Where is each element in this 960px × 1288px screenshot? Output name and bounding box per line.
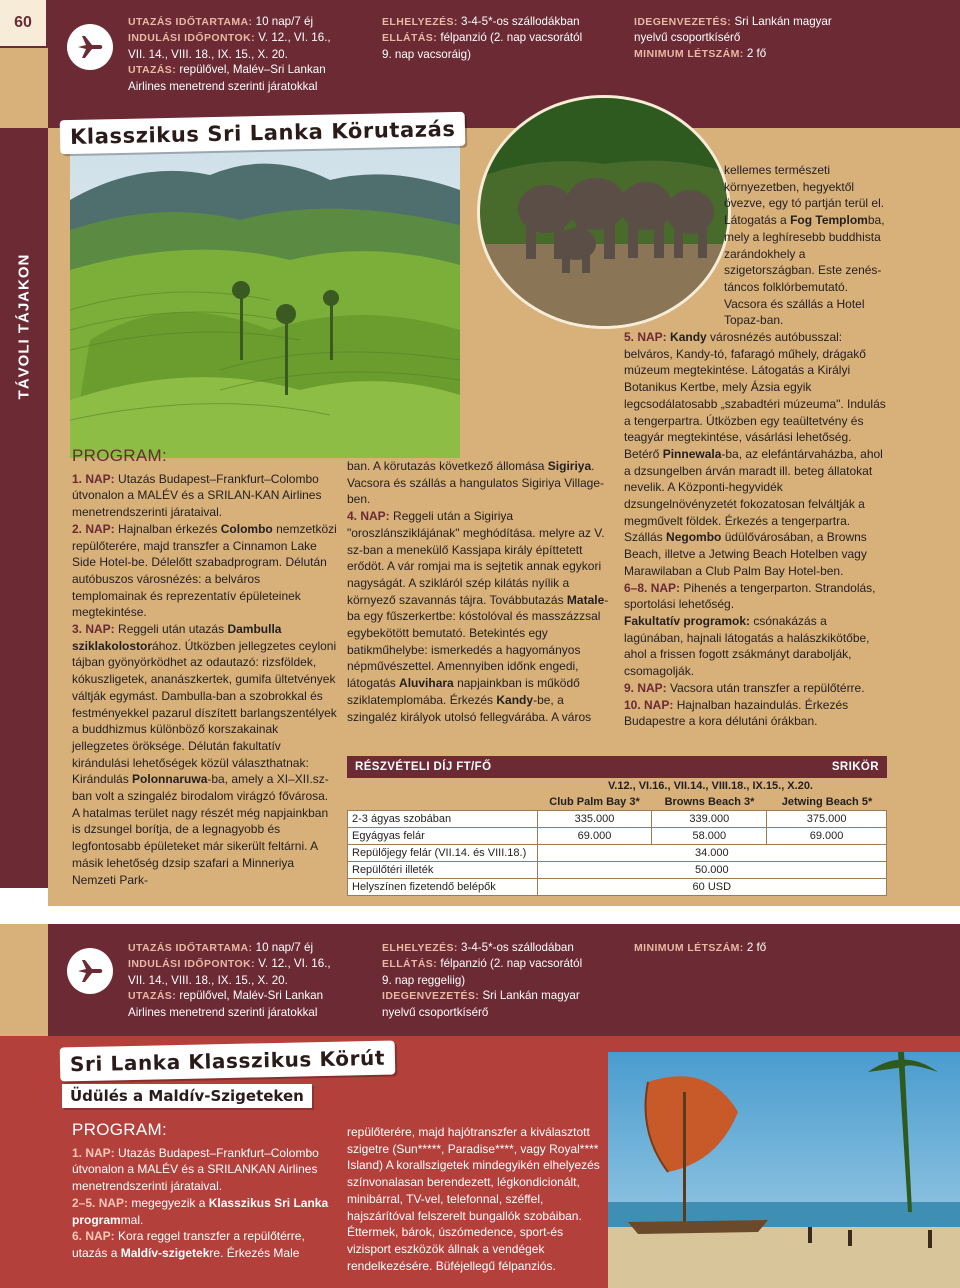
tour2-title-bar [60,1040,396,1081]
price-table [347,756,887,896]
tour1-program-col2: ban. A körutazás következő állomása Sigiriya. Vacsora és szállás a hangulatos Sigiriya Village-ben. 4. NAP: Reggeli után a Sigiriya "oroszlánsziklájának" meghódítása. melyre az V. sz-ban a menekülő Kassjapa király építtetett erődöt. A vár romjai ma is sejtetik annak egykori nagyságát. A szikláról szép kilátás nyílik a környező szavannás tájra. Továbbutazás Matale-ba egy fűszerkertbe: kóstolóval és masszázzsal egybekötött bemutató. Betekintés egy batikműhelybe: ismerkedés a hagyományos népművészettel. Amennyiben időnk engedi, látogatás Aluvihara napjainkban is működő sziklatemplomába. Érkezés Kandy-be, a szingaléz királyok utolsó fellegvárába. A város [347,459,609,724]
price-dates: V.12., VI.16., VII.14., VIII.18., IX.15., X.20. [607,780,813,792]
program-heading: PROGRAM: [72,446,167,465]
table-row: Helyszínen fizetendő belépők 60 USD [348,879,887,896]
table-row: Egyágyas felár 69.000 58.000 69.000 [348,828,887,845]
tour2-title: Sri Lanka Klasszikus Körút [69,1045,386,1077]
price-table-header: RÉSZVÉTELI DÍJ FT/FŐ SRIKÖR [347,756,887,778]
airplane-icon [67,948,113,994]
airplane-icon [67,24,113,70]
left-strip [0,48,48,128]
tour1-title: Klasszikus Sri Lanka Körutazás [69,116,456,150]
tour1-header-col3: IDEGENVEZETÉS: Sri Lankán magyar nyelvű csoportkísérő MINIMUM LÉTSZÁM: 2 fő [634,15,832,60]
tour1-program-col1: PROGRAM: 1. NAP: Utazás Budapest–Frankfurt–Colombo útvonalon a MALÉV és a SRILAN-KAN Airlines menetrendszerinti járataival. 2. NAP: Hajnalban érkezés Colombo nemzetközi repülőterére, majd transzfer a Cinnamon Lake Side Hotel-be. Délelőtt szabadprogram. Délután autóbuszos városnézés: a belváros templomainak és reprezentatív épületeinek megtekintése. 3. NAP: Reggeli után utazás Dambulla sziklakolostorához. Útközben jellegzetes ceyloni tájban gyönyörködhet az odautazó: rizsföldek, kókuszligetek, ananászkertek, gumifa ültetvények váltják egymást. Dambulla-ban a szobrokkal és festményekkel pazarul díszített barlangszentélyek a buddhizmus különböző korszakainak jellegzetes öröksége. Délután fakultatív kirándulási lehetőségek közül választhatnak: Kirándulás Polonnaruwa-ba, amely a XI–XII.sz-ban volt a szingaléz birodalom virágzó fővárosa. A hatalmas terület nagy részét még napjainkban is dzsungel borítja, de a legnagyobb és legfontosabb épületeket már sikerült feltárni. A másik lehetőség dzsip szafari a Minneriya Nemzeti Park- [72,446,337,887]
tour2-program-col2: repülőterére, majd hajótranszfer a kiválasztott szigetre (Sun*****, Paradise****, vagy Royal**** Island) A korallszigetek mindegyikén elhelyezés színvonalasan berendezett, légkondicionált, minibárral, TV-vel, telefonnal, széffel, hajszárítóval felszerelt bungallók szobáiban. Éttermek, bárok, úszómedence, sport-és vizisport eszközök állnak a vendégek rendelkezésére. Büféjellegű félpanziós. [347,1125,600,1273]
table-row: 2-3 ágyas szobában 335.000 339.000 375.000 [348,811,887,828]
tour2-header-col3: MINIMUM LÉTSZÁM: 2 fő [634,941,767,954]
tour1-header-col1: UTAZÁS IDŐTARTAMA: 10 nap/7 éj INDULÁSI IDŐPONTOK: V. 12., VI. 16., VII. 14., VIII. 18., IX. 15., X. 20. UTAZÁS: repülővel, Malév–Sri Lankan Airlines menetrend szerinti járatokkal [128,15,331,93]
tour1-header-col2: ELHELYEZÉS: 3-4-5*-os szállodákban ELLÁTÁS: félpanzió (2. nap vacsorától 9. nap vacsoráig) [382,15,583,61]
program-heading: PROGRAM: [72,1120,167,1139]
tour2-subtitle: Üdülés a Maldív-Szigeteken [62,1084,312,1108]
table-row: Repülőjegy felár (VII.14. és VIII.18.) 34.000 [348,845,887,862]
table-row: Repülőtéri illeték 50.000 [348,862,887,879]
price-hotels: Club Palm Bay 3* Browns Beach 3* Jetwing Beach 5* [549,796,873,808]
tour2-program-col1: PROGRAM: 1. NAP: Utazás Budapest–Frankfurt–Colombo útvonalon a MALÉV és a SRILANKAN Airlines menetrendszerinti járataival. 2–5. NAP: megegyezik a Klasszikus Sri Lanka programmal. 6. NAP: Kora reggel transzfer a repülőtérre, utazás a Maldív-szigetekre. Érkezés Male [72,1122,337,1262]
tea-plantation-photo [70,140,460,458]
sidebar-label: TÁVOLI TÁJAKON [15,253,33,400]
tour1-program-col3: kellemes természeti környezetben, hegyektől övezve, egy tó partján terül el. Látogatás a Fog Templomba, mely a leghíresebb buddhista zarándokhely a szigetországban. Este zenés-táncos folklórbemutató. Vacsora és szállás a Hotel Topaz-ban. 5. NAP: Kandy városnézés autóbusszal: belváros, Kandy-tó, fafaragó műhely, drágakő múzeum megtekintése. Látogatás a Királyi Botanikus Kertbe, mely Ázsia egyik legcsodálatosabb „szabadtéri múzeuma". Indulás a tengerpartra. Útközben egy teaültetvény és teagyár megtekintése, vásárlási lehetőség. Betérő Pinnewala-ba, az elefántárvaházba, ahol a dzsungelben árván maradt ill. beteg állatokat nevelik. A Központi-hegyvidék dzsungelnövényzetét fokozatosan felváltják a megművelt földek. Érkezés a tengerpartra. Szállás Negombo üdülővárosában, a Browns Beach, illetve a Jetwing Beach Hotelben vagy Marawilaban a Club Palm Bay Hotel-ben. 6–8. NAP: Pihenés a tengerparton. Strandolás, sportolási lehetőség. Fakultatív programok: csónakázás a lagúnában, hajnali látogatás a halászkikötőbe, ahol a frissen fogott zsákmányt darabolják, csomagolják. 9. NAP: Vacsora után transzfer a repülőtérre. 10. NAP: Hajnalban hazaindulás. Érkezés Budapestre a kora délutáni órákban. [624,163,886,729]
beach-boat-photo [608,1052,960,1288]
tour2-left-strip [0,924,48,1036]
tour2-header-col1: UTAZÁS IDŐTARTAMA: 10 nap/7 éj INDULÁSI IDŐPONTOK: V. 12., VI. 16., VII. 14., VIII. 18., IX. 15., X. 20. UTAZÁS: repülővel, Malév-Sri Lankan Airlines menetrend szerinti járatokkal [128,941,331,1019]
sidebar [0,128,48,888]
page-number: 60 [0,0,48,48]
tour2-header-col2: ELHELYEZÉS: 3-4-5*-os szállodában ELLÁTÁS: félpanzió (2. nap vacsorától 9. nap reggeliig) IDEGENVEZETÉS: Sri Lankán magyar nyelvű csoportkísérő [382,941,583,1019]
